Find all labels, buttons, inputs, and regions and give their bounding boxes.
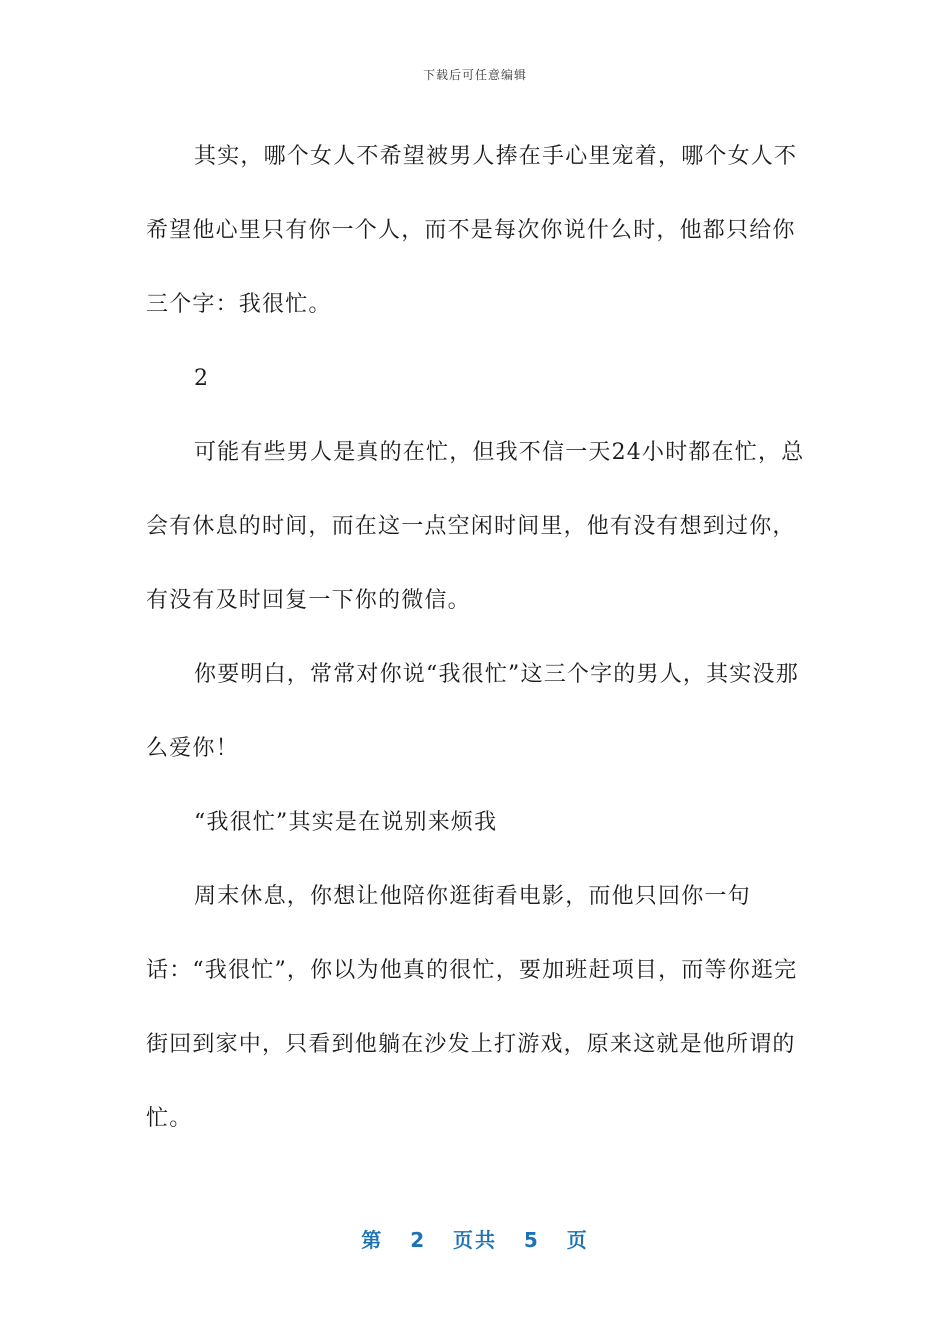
page-footer	[0, 1224, 950, 1253]
paragraph-4: 周末休息，你想让他陪你逛街看电影，而他只回你一句话：“我很忙”，你以为他真的很忙，要加班赶项目，而等你逛完街回到家中，只看到他躺在沙发上打游戏，原来这就是他所谓的忙。	[146, 884, 798, 1131]
footer-mid: 页共	[453, 1228, 497, 1252]
footer-suffix: 页	[566, 1228, 589, 1252]
paragraph-3: 你要明白，常常对你说“我很忙”这三个字的男人，其实没那么爱你！	[146, 662, 799, 761]
paragraph-2: 可能有些男人是真的在忙，但我不信一天24小时都在忙，总会有休息的时间，而在这一点空闲时间里，他有没有想到过你，有没有及时回复一下你的微信。	[146, 440, 805, 613]
footer-prefix: 第	[361, 1228, 384, 1252]
footer-total-pages: 5	[523, 1228, 540, 1252]
footer-current-page: 2	[410, 1228, 427, 1252]
document-body	[146, 120, 806, 1156]
header-note: 下载后可任意编辑	[422, 68, 527, 82]
section-heading: “我很忙”其实是在说别来烦我	[194, 810, 498, 835]
paragraph-1: 其实，哪个女人不希望被男人捧在手心里宠着，哪个女人不希望他心里只有你一个人，而不是每次你说什么时，他都只给你三个字：我很忙。	[146, 144, 798, 317]
section-number: 2	[194, 366, 210, 391]
